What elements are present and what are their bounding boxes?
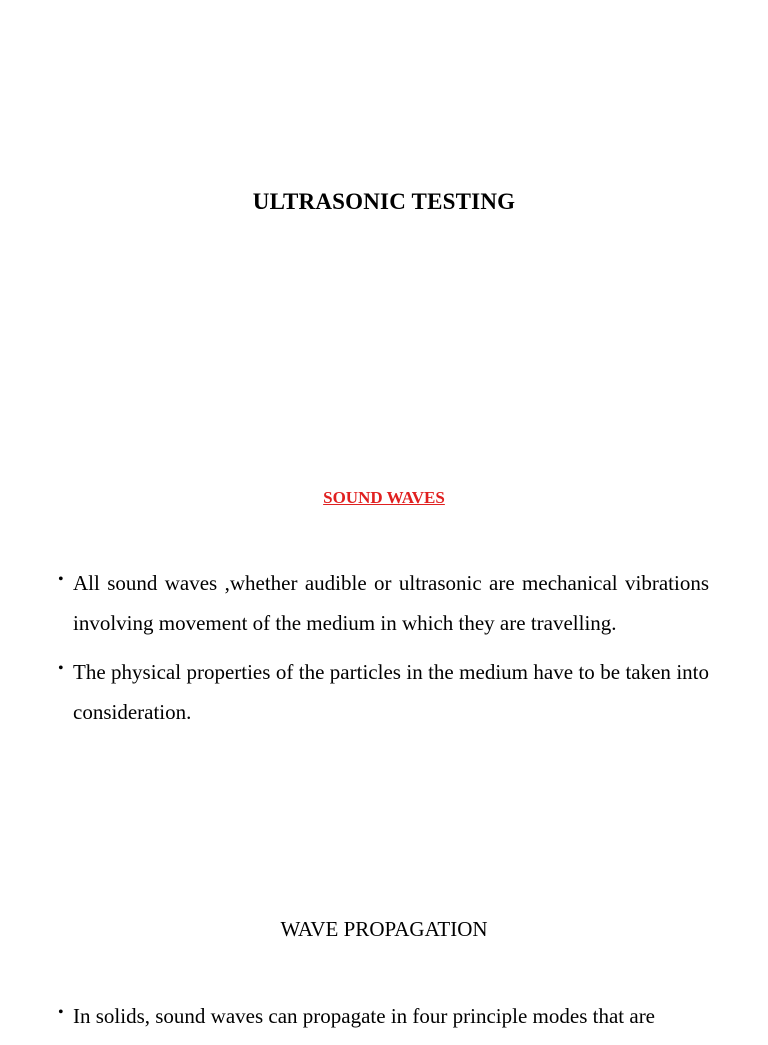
section-heading-sound-waves: SOUND WAVES (323, 488, 445, 507)
list-item (58, 652, 709, 732)
bullet-text: In solids, sound waves can propagate in four principle modes that are (73, 1004, 656, 1028)
bullet-text: The physical properties of the particles in the medium have to be taken into consideration. (73, 660, 709, 724)
bullet-text: All sound waves ,whether audible or ultrasonic are mechanical vibrations involving movement of the medium in which they are travelling. (73, 571, 709, 635)
bullet-icon: • (58, 571, 64, 588)
list-item (58, 563, 709, 643)
bullet-list-sound-waves (58, 563, 709, 741)
subheading-wave-propagation: WAVE PROPAGATION (280, 917, 488, 941)
bullet-icon: • (58, 660, 64, 677)
page-title: ULTRASONIC TESTING (252, 189, 516, 214)
bullet-list-wave-propagation (58, 996, 709, 1045)
list-item (58, 996, 709, 1036)
bullet-icon: • (58, 1004, 64, 1021)
